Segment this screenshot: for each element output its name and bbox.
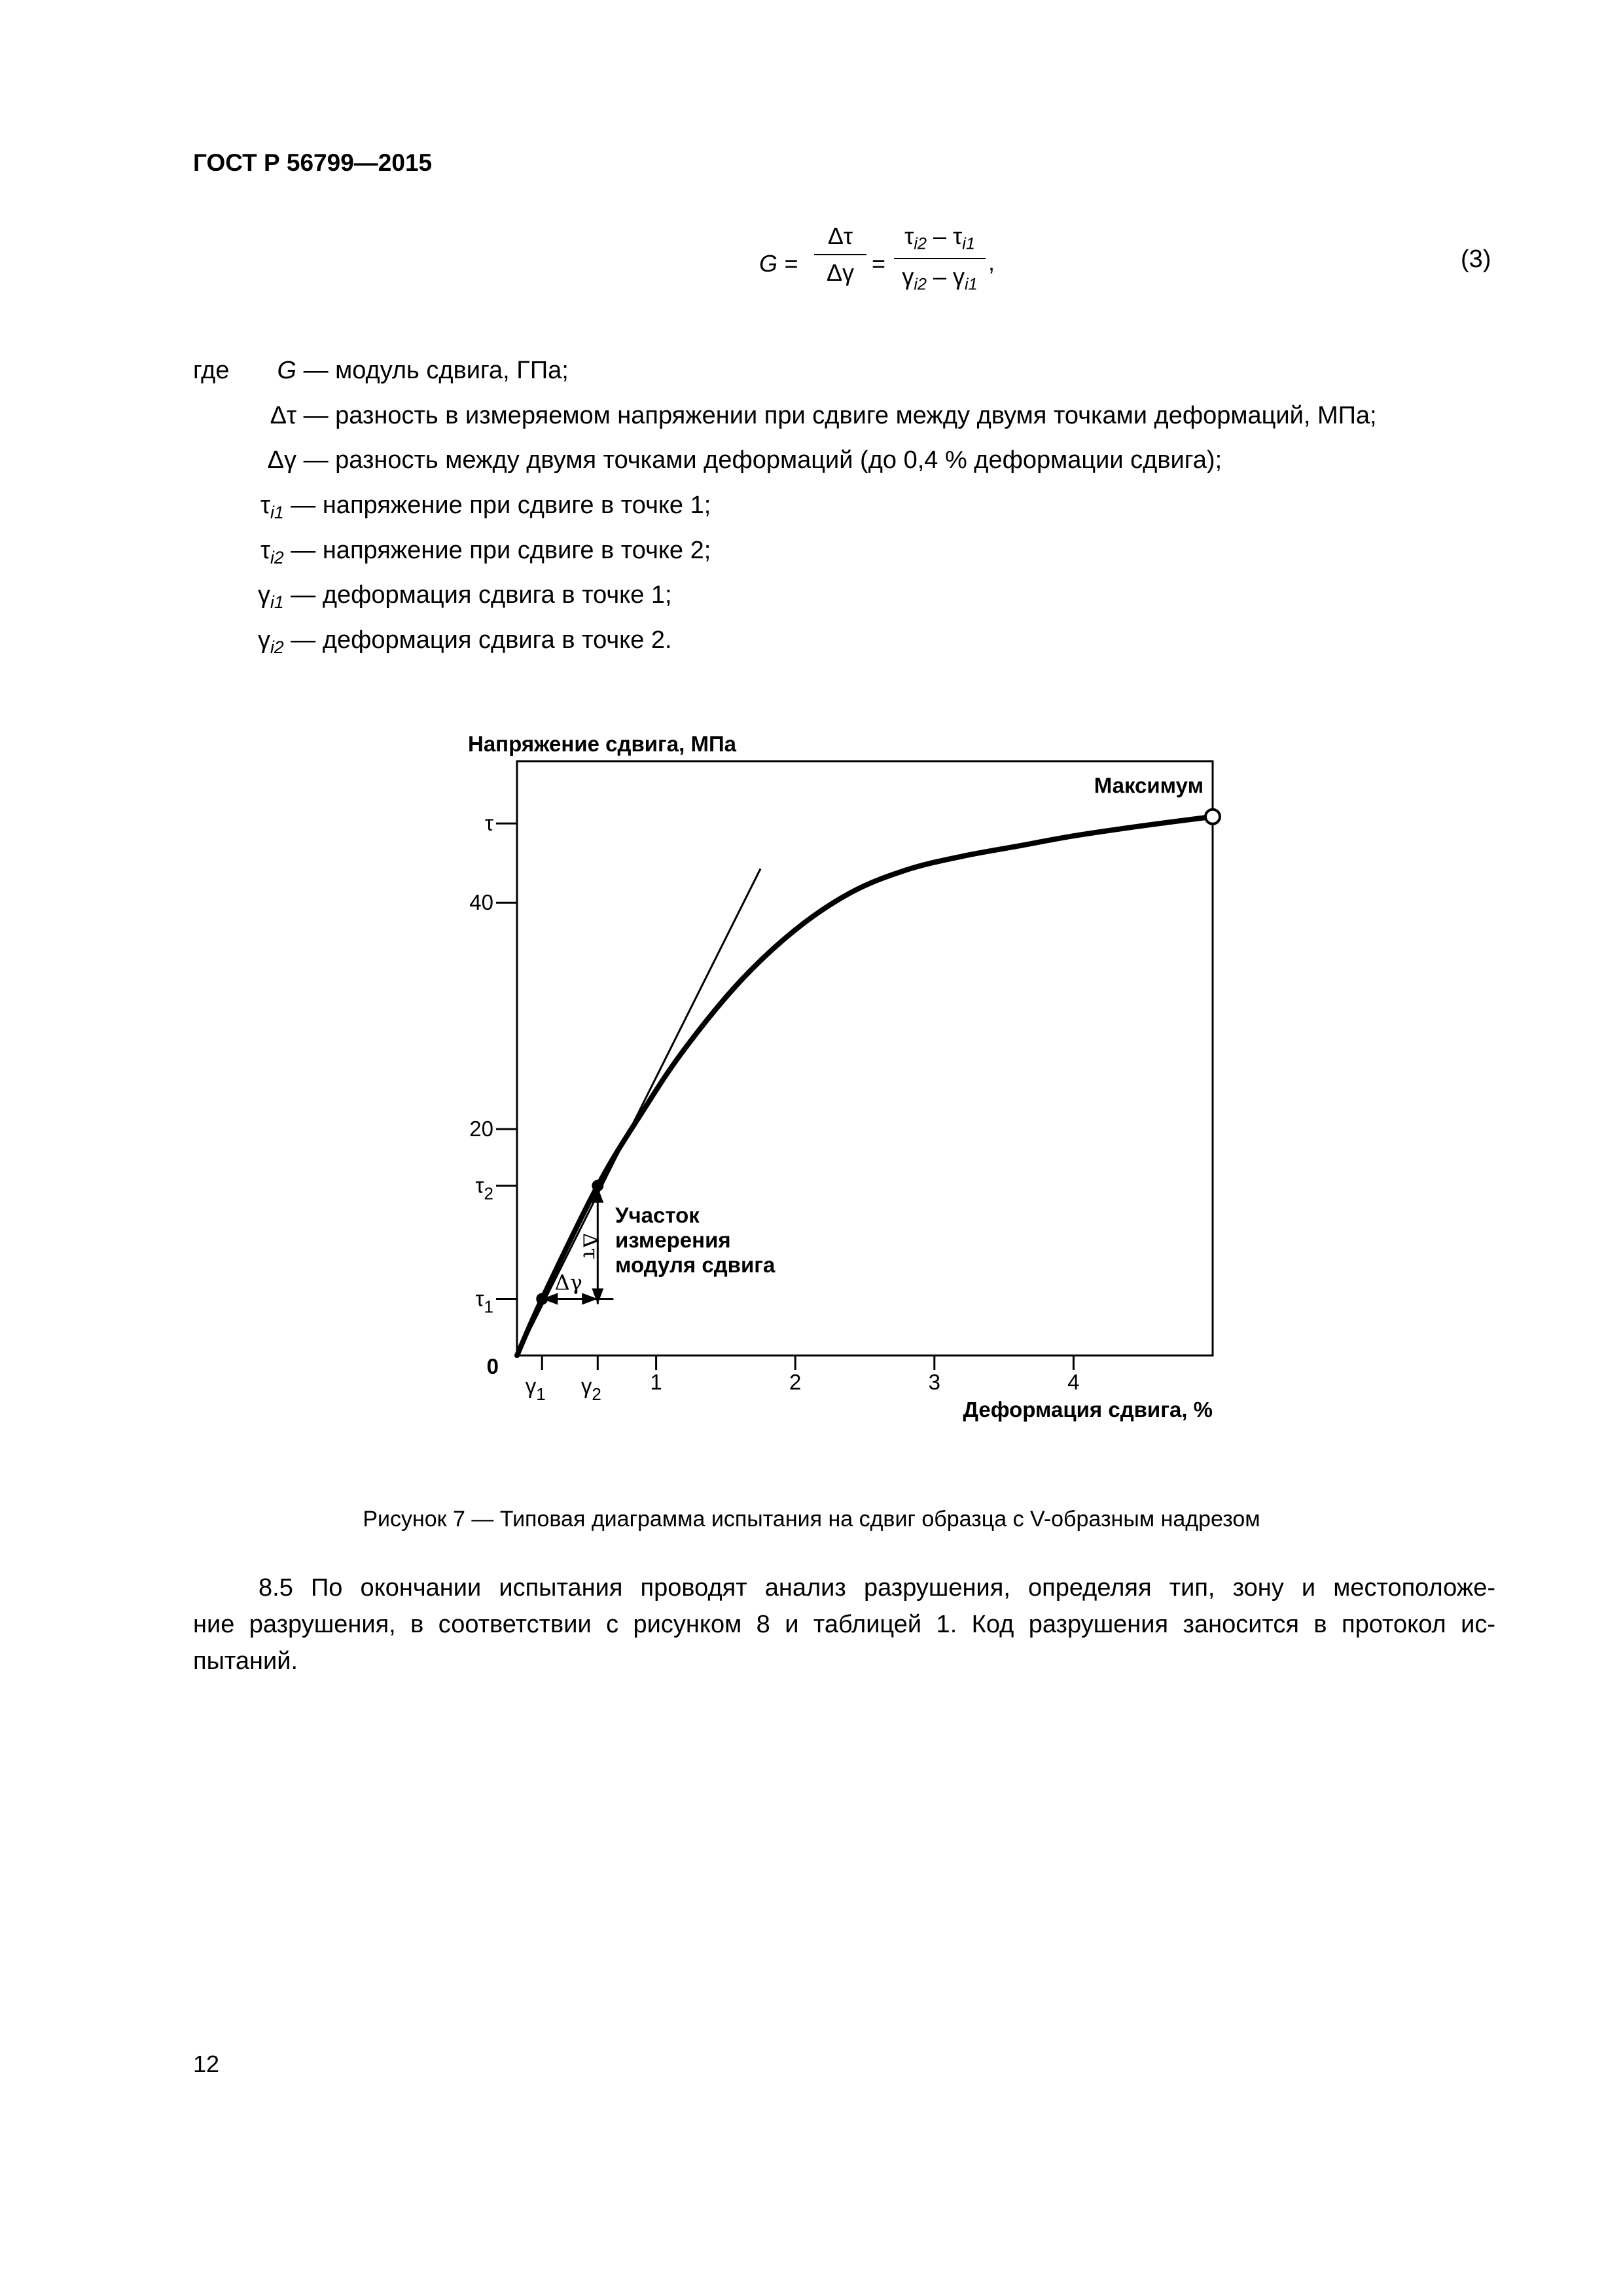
definition-row: G — модуль сдвига, ГПа; <box>277 357 569 384</box>
maximum-label: Максимум <box>1094 773 1204 798</box>
origin-label: 0 <box>486 1354 499 1378</box>
tangent-line <box>517 869 760 1355</box>
maximum-point <box>1205 810 1220 824</box>
definition-row: $\tau_{i1}$ — напряжение при сдвиге в точке 1; <box>260 492 711 522</box>
definition-row: $\gamma_{i1}$ — деформация сдвига в точке 1; <box>258 581 672 612</box>
y-tick-label: 20 <box>469 1117 493 1141</box>
formula-equals: = <box>872 250 886 277</box>
delta-gamma-label: Δγ <box>554 1270 582 1295</box>
formula-lhs: G = <box>759 250 798 277</box>
page-number: 12 <box>193 2051 220 2077</box>
definition-row: $\gamma_{i2}$ — деформация сдвига в точке 2. <box>258 626 672 657</box>
paragraph-line: ние разрушения, в соответствии с рисунком 8 и таблицей 1. Код разрушения заносится в протокол ис- <box>193 1611 1495 1638</box>
arrow-down-icon <box>592 1289 603 1304</box>
x-tick-label: 2 <box>789 1370 802 1394</box>
paragraph-8-5 <box>193 1570 1495 1679</box>
equation-number: (3) <box>1461 245 1491 273</box>
x-tick-label: 3 <box>928 1370 940 1394</box>
annotation-line-1: Участок <box>615 1203 700 1227</box>
x-tick-label: 1 <box>650 1370 662 1394</box>
x-ticks <box>526 1355 1080 1404</box>
formula-frac1-denominator: Δγ <box>826 259 855 286</box>
x-tick-label: $\gamma_1$ <box>525 1374 546 1404</box>
document-number: ГОСТ Р 56799—2015 <box>193 149 433 176</box>
y-tick-label: $\tau_2$ <box>475 1173 493 1204</box>
y-tick-label: τ <box>484 811 493 836</box>
formula-frac1-numerator: Δτ <box>827 223 853 249</box>
formula-frac2-numerator: $\tau_{i2} - \tau_{i1}$ <box>904 223 975 253</box>
paragraph-line: 8.5 По окончании испытания проводят анализ разрушения, определяя тип, зону и местоположе- <box>259 1574 1495 1602</box>
paragraph-line: пытаний. <box>193 1647 298 1675</box>
formula-comma: , <box>988 249 995 276</box>
y-tick-label: 40 <box>469 890 493 915</box>
annotation-line-2: измерения <box>615 1228 731 1252</box>
measurement-point-1 <box>536 1293 548 1305</box>
definition-row: Δγ — разность между двумя точками деформаций (до 0,4 % деформации сдвига); <box>267 446 1222 474</box>
y-tick-label: $\tau_1$ <box>475 1286 493 1317</box>
x-axis-label: Деформация сдвига, % <box>963 1397 1213 1422</box>
definition-row: Δτ — разность в измеряемом напряжении при сдвиге между двумя точками деформаций, МПа; <box>270 402 1377 429</box>
definition-where: где <box>193 357 230 384</box>
annotation-line-3: модуля сдвига <box>615 1253 776 1277</box>
definition-row: $\tau_{i2}$ — напряжение при сдвиге в точке 2; <box>260 537 711 567</box>
figure-caption: Рисунок 7 — Типовая диаграмма испытания на сдвиг образца с V-образным надрезом <box>363 1507 1260 1532</box>
measurement-point-2 <box>592 1180 603 1192</box>
delta-tau-label: Δτ <box>578 1232 603 1260</box>
x-tick-label: $\gamma_2$ <box>580 1374 601 1404</box>
y-ticks <box>469 811 517 1378</box>
formula-frac2-denominator: $\gamma_{i2} - \gamma_{i1}$ <box>902 262 978 294</box>
x-tick-label: 4 <box>1067 1370 1080 1394</box>
y-axis-label: Напряжение сдвига, МПа <box>468 732 737 756</box>
